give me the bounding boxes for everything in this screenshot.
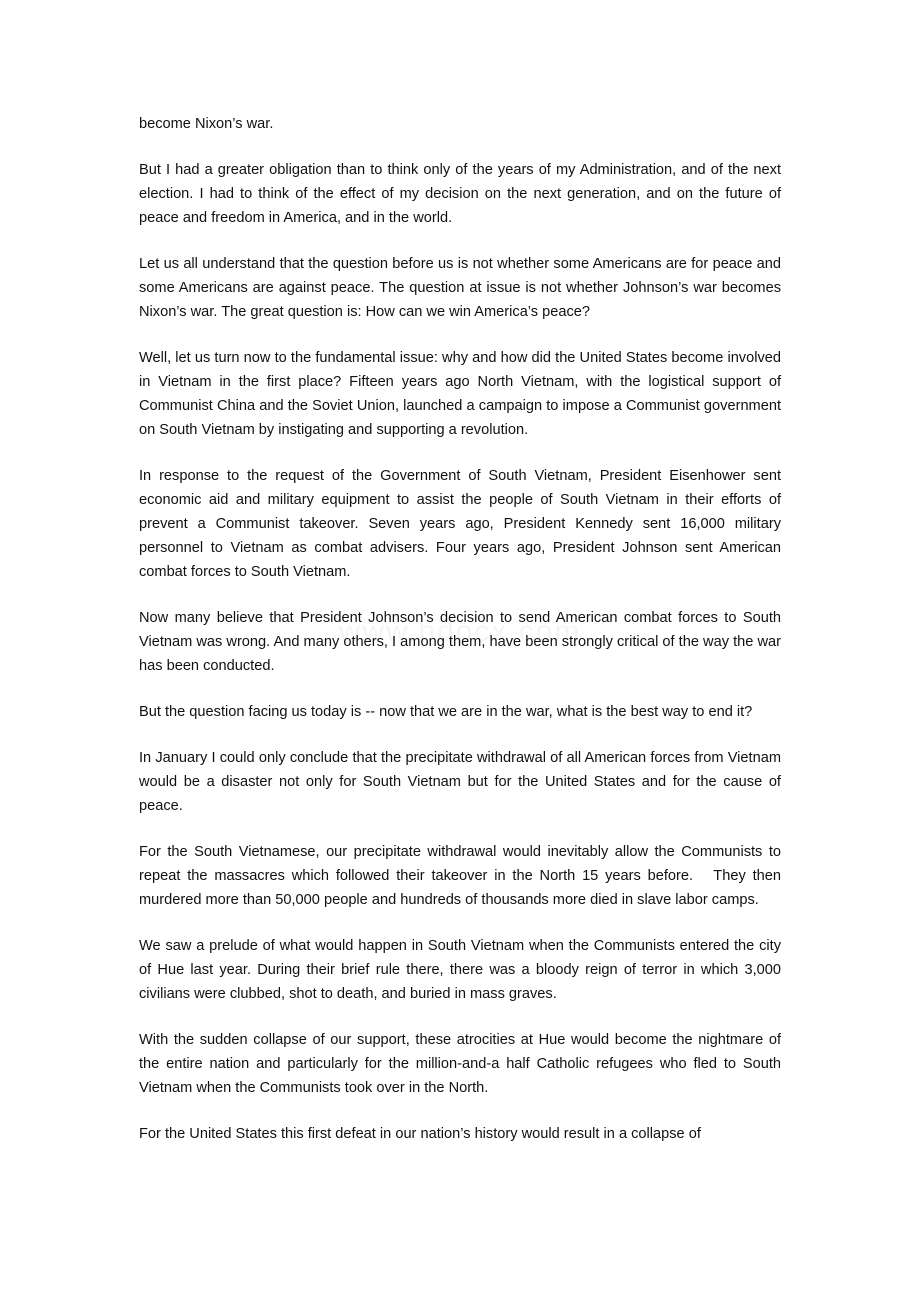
paragraph: For the United States this first defeat in our nation’s history would result in a collapse of [139,1126,701,1142]
paragraph: In January I could only conclude that the precipitate withdrawal of all American forces from Vietnam would be a disaster not only for South Vietnam but for the United States and for the cause of peace. [139,750,786,814]
paragraph: But I had a greater obligation than to think only of the years of my Administration, and of the next election. I had to think of the effect of my decision on the next generation, and on the future of peace and freedom in America, and in the world. [139,162,786,226]
paragraph: Let us all understand that the question before us is not whether some Americans are for peace and some Americans are against peace. The question at issue is not whether Johnson’s war becomes Nixon’s war. The great question is: How can we win America’s peace? [139,256,786,320]
paragraph: But the question facing us today is -- now that we are in the war, what is the best way to end it? [139,704,753,720]
paragraph: In response to the request of the Government of South Vietnam, President Eisenhower sent economic aid and military equipment to assist the people of South Vietnam in their efforts of prevent a Communist takeover. Seven years ago, President Kennedy sent 16,000 military personnel to Vietnam as combat advisers. Four years ago, President Johnson sent American combat forces to South Vietnam. [139,468,786,580]
paragraph: Well, let us turn now to the fundamental issue: why and how did the United States become involved in Vietnam in the first place? Fifteen years ago North Vietnam, with the logistical support of Communist China and the Soviet Union, launched a campaign to impose a Communist government on South Vietnam by instigating and supporting a revolution. [139,350,786,438]
paragraph: Now many believe that President Johnson’s decision to send American combat forces to South Vietnam was wrong. And many others, I among them, have been strongly critical of the way the war has been conducted. [139,610,786,674]
paragraph: We saw a prelude of what would happen in South Vietnam when the Communists entered the city of Hue last year. During their brief rule there, there was a bloody reign of terror in which 3,000 civilians were clubbed, shot to death, and buried in mass graves. [139,938,786,1002]
paragraph: become Nixon’s war. [139,116,274,132]
paragraph: For the South Vietnamese, our precipitate withdrawal would inevitably allow the Communists to repeat the massacres which followed their takeover in the North 15 years before. They then murdered more than 50,000 people and hundreds of thousands more died in slave labor camps. [139,844,786,908]
document-body [139,112,786,1168]
paragraph: With the sudden collapse of our support, these atrocities at Hue would become the nightmare of the entire nation and particularly for the million-and-a half Catholic refugees who fled to South Vietnam when the Communists took over in the North. [139,1032,786,1096]
